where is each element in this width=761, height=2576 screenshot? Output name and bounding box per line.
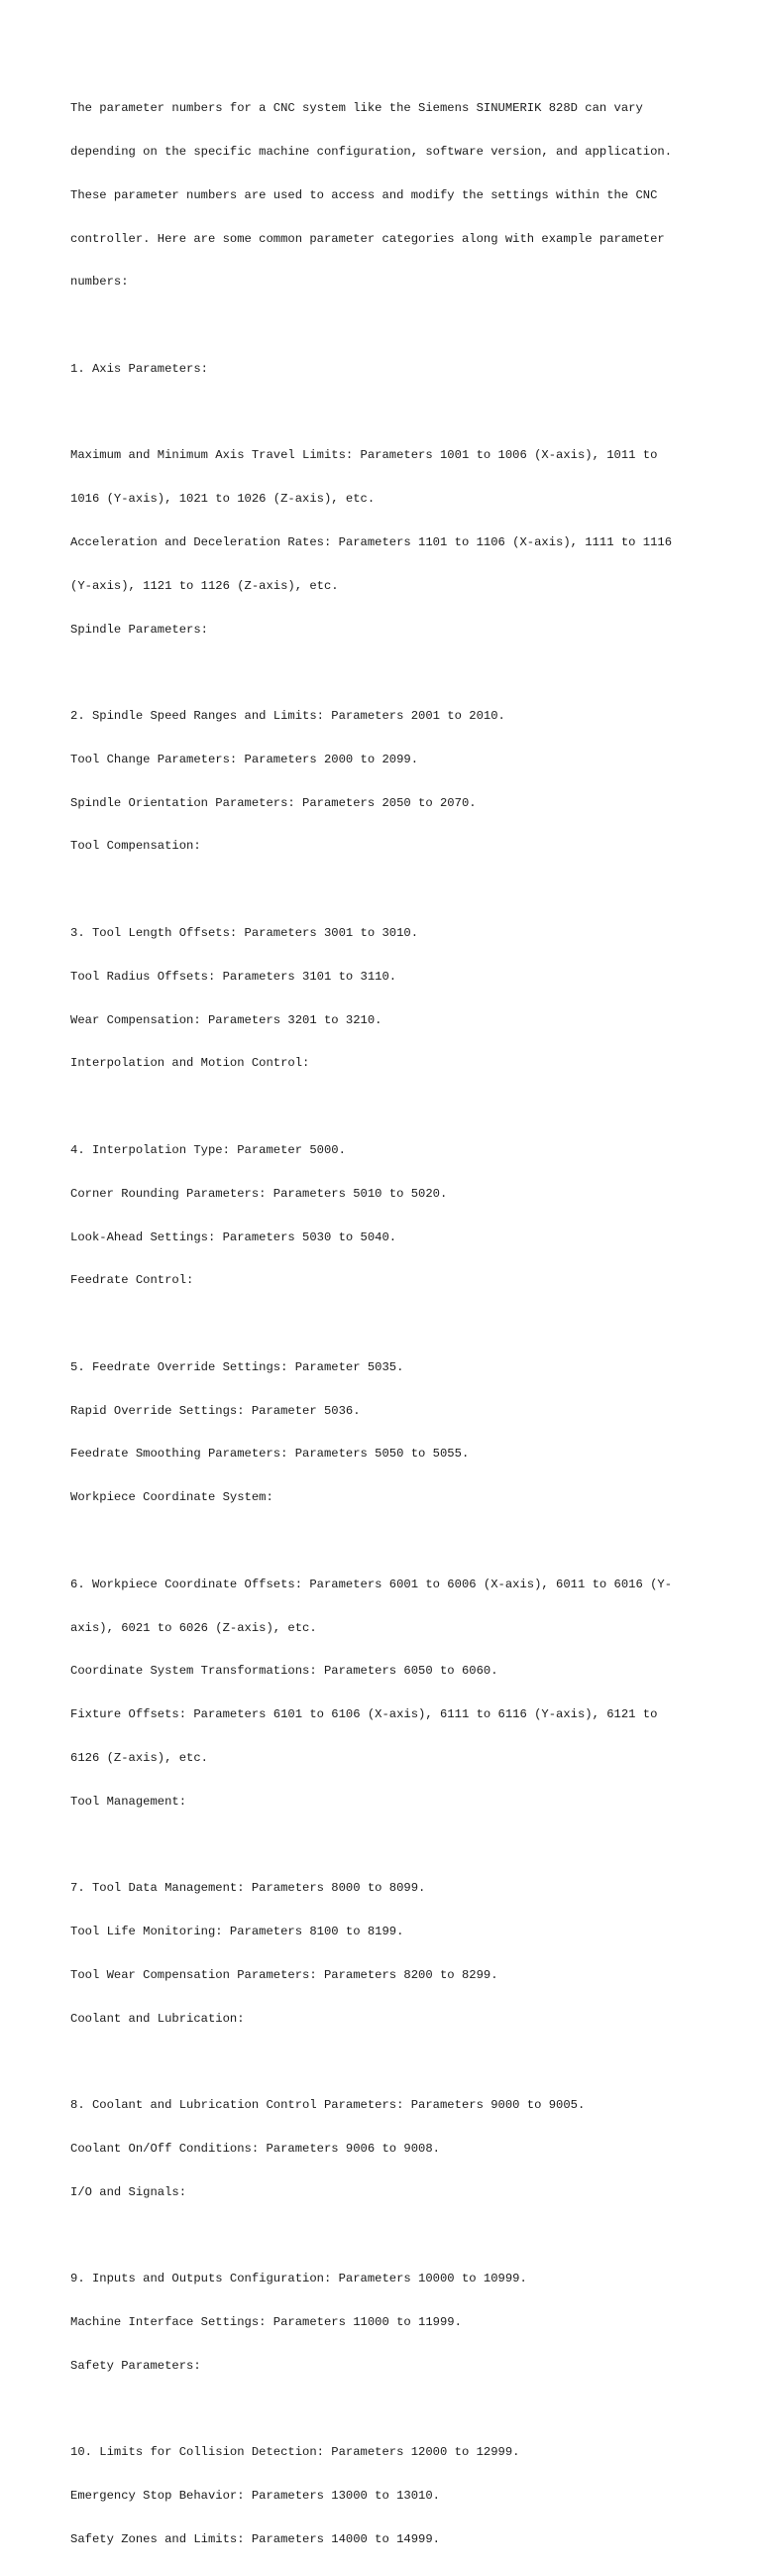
text-line: Coolant and Lubrication: (70, 2011, 245, 2026)
text-line: 4. Interpolation Type: Parameter 5000. (70, 1142, 346, 1157)
text-line: Coolant On/Off Conditions: Parameters 9006 to 9008. (70, 2141, 440, 2156)
blank-line (70, 1534, 705, 1549)
blank-line (70, 882, 705, 897)
text-line: Spindle Orientation Parameters: Parameters 2050 to 2070. (70, 795, 477, 810)
blank-line (70, 1317, 705, 1332)
text-line: 3. Tool Length Offsets: Parameters 3001 to 3010. (70, 926, 419, 941)
blank-line (70, 318, 705, 333)
blank-line (70, 665, 705, 680)
text-line: Interpolation and Motion Control: (70, 1056, 310, 1071)
text-line: axis), 6021 to 6026 (Z-axis), etc. (70, 1620, 317, 1635)
text-line: Emergency Stop Behavior: Parameters 13000 to 13010. (70, 2489, 440, 2504)
text-line: Safety Zones and Limits: Parameters 14000 to 14999. (70, 2531, 440, 2546)
text-line: 1016 (Y-axis), 1021 to 1026 (Z-axis), etc. (70, 492, 376, 507)
blank-line (70, 406, 705, 420)
text-line: I/O and Signals: (70, 2184, 187, 2199)
text-line: Tool Radius Offsets: Parameters 3101 to 3110. (70, 969, 397, 984)
blank-line (70, 1100, 705, 1114)
blank-line (70, 2228, 705, 2243)
intro-line-5: numbers: (70, 275, 129, 290)
text-line: Acceleration and Deceleration Rates: Parameters 1101 to 1106 (X-axis), 1111 to 1116 (70, 535, 673, 549)
text-line: Corner Rounding Parameters: Parameters 5010 to 5020. (70, 1186, 448, 1201)
text-line: 6. Workpiece Coordinate Offsets: Parameters 6001 to 6006 (X-axis), 6011 to 6016 (Y- (70, 1577, 673, 1591)
intro-line-1: The parameter numbers for a CNC system like the Siemens SINUMERIK 828D can vary (70, 101, 643, 116)
text-line: Feedrate Control: (70, 1273, 194, 1288)
intro-line-4: controller. Here are some common parameter categories along with example parameter (70, 231, 665, 246)
document-body (70, 72, 705, 2576)
text-line: Tool Management: (70, 1794, 187, 1809)
text-line: Machine Interface Settings: Parameters 11000 to 11999. (70, 2315, 462, 2330)
text-line: 7. Tool Data Management: Parameters 8000 to 8099. (70, 1881, 426, 1896)
section-heading-axis: 1. Axis Parameters: (70, 361, 208, 376)
text-line: (Y-axis), 1121 to 1126 (Z-axis), etc. (70, 578, 339, 593)
text-line: 5. Feedrate Override Settings: Parameter 5035. (70, 1359, 404, 1374)
text-line: 6126 (Z-axis), etc. (70, 1750, 208, 1765)
blank-line (70, 2402, 705, 2417)
text-line: 2. Spindle Speed Ranges and Limits: Parameters 2001 to 2010. (70, 709, 505, 724)
intro-line-2: depending on the specific machine configuration, software version, and application. (70, 144, 673, 159)
text-line: Tool Life Monitoring: Parameters 8100 to 8199. (70, 1925, 404, 1938)
text-line: Rapid Override Settings: Parameter 5036. (70, 1403, 361, 1418)
text-line: Maximum and Minimum Axis Travel Limits: Parameters 1001 to 1006 (X-axis), 1011 to (70, 448, 658, 463)
text-line: Feedrate Smoothing Parameters: Parameters 5050 to 5055. (70, 1447, 470, 1462)
text-line: Tool Compensation: (70, 839, 201, 854)
text-line: Spindle Parameters: (70, 622, 208, 637)
text-line: Fixture Offsets: Parameters 6101 to 6106 (X-axis), 6111 to 6116 (Y-axis), 6121 to (70, 1707, 658, 1722)
text-line: Coordinate System Transformations: Parameters 6050 to 6060. (70, 1664, 498, 1679)
blank-line (70, 1837, 705, 1852)
blank-line (70, 2054, 705, 2069)
text-line: Look-Ahead Settings: Parameters 5030 to 5040. (70, 1229, 397, 1244)
text-line: 9. Inputs and Outputs Configuration: Parameters 10000 to 10999. (70, 2272, 527, 2286)
text-line: Wear Compensation: Parameters 3201 to 3210. (70, 1012, 382, 1027)
text-line: Safety Parameters: (70, 2358, 201, 2373)
text-line: Workpiece Coordinate System: (70, 1490, 273, 1505)
intro-line-3: These parameter numbers are used to access and modify the settings within the CNC (70, 187, 658, 202)
text-line: 10. Limits for Collision Detection: Parameters 12000 to 12999. (70, 2445, 520, 2460)
text-line: 8. Coolant and Lubrication Control Parameters: Parameters 9000 to 9005. (70, 2098, 586, 2113)
text-line: Tool Change Parameters: Parameters 2000 to 2099. (70, 752, 419, 766)
text-line: Tool Wear Compensation Parameters: Parameters 8200 to 8299. (70, 1967, 498, 1982)
